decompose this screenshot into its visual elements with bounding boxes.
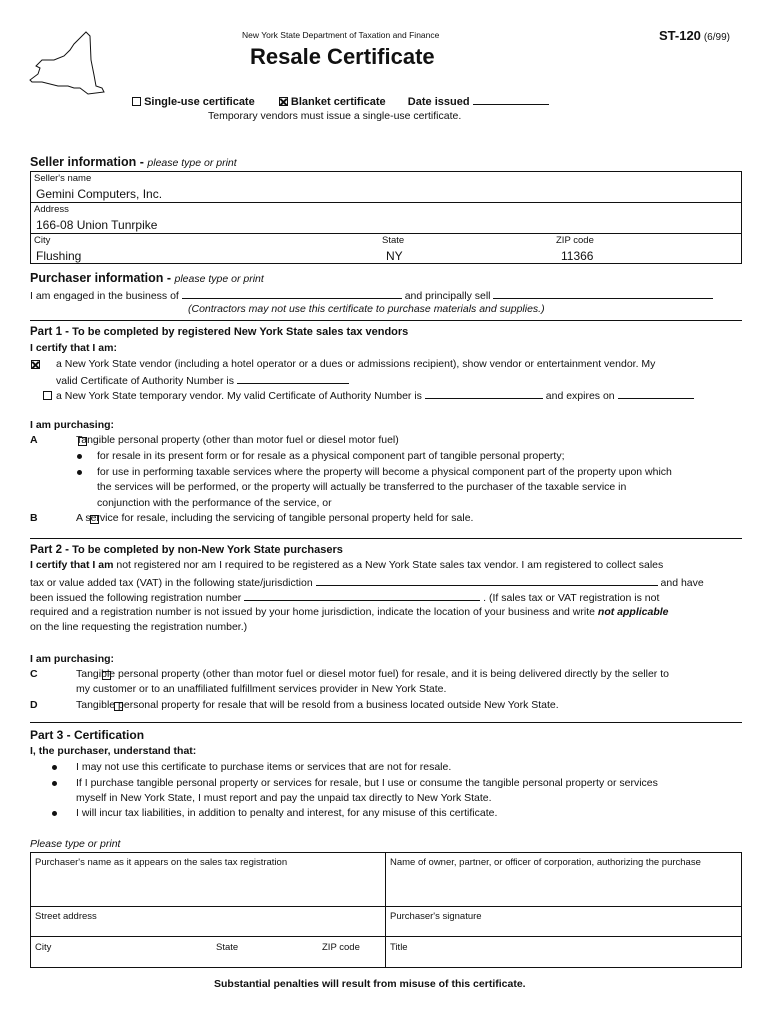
sell-field[interactable] — [493, 288, 713, 299]
temporary-vendor-note: Temporary vendors must issue a single-use certificate. — [208, 110, 462, 122]
part2-line3: been issued the following registration number . (If sales tax or VAT registration is not — [30, 592, 660, 604]
street-address-field[interactable]: Street address — [35, 911, 97, 922]
option-c-letter: C — [30, 668, 38, 680]
date-issued-field[interactable] — [473, 94, 549, 105]
option-c-line2: my customer or to an unaffiliated fulfillment services provider in New York State. — [76, 683, 447, 695]
part3-heading: Part 3 - Certification — [30, 728, 145, 742]
part3-bullet2-line1: If I purchase tangible personal property or services for resale, but I use or consume the tangible personal property or services — [76, 777, 658, 789]
business-field[interactable] — [182, 288, 402, 299]
part1-option1-line1: a New York State vendor (including a hotel operator or a dues or admissions recipient), show vendor or entertainment vendor. My — [56, 358, 656, 370]
option-b-text: A service for resale, including the servicing of tangible personal property held for sale. — [76, 512, 474, 524]
bullet-icon — [52, 765, 57, 770]
certificate-type-row — [132, 94, 549, 108]
option-b-letter: B — [30, 512, 38, 524]
purchaser-name-field[interactable]: Purchaser's name as it appears on the sales tax registration — [35, 857, 288, 868]
seller-zip-label: ZIP code — [556, 235, 594, 246]
option-a-text: Tangible personal property (other than motor fuel or diesel motor fuel) — [76, 434, 399, 446]
part1-option1-checkbox[interactable] — [31, 360, 40, 369]
blanket-checkbox[interactable] — [279, 97, 288, 106]
seller-heading: Seller information - please type or print — [30, 155, 237, 169]
part1-heading: Part 1 - To be completed by registered New York State sales tax vendors — [30, 326, 409, 338]
form-number: ST-120 — [659, 28, 701, 43]
seller-address-label: Address — [34, 204, 69, 215]
please-print-note: Please type or print — [30, 838, 121, 850]
part2-line2: tax or value added tax (VAT) in the following state/jurisdiction and have — [30, 577, 704, 589]
date-issued-label: Date issued — [407, 96, 470, 108]
owner-name-field[interactable]: Name of owner, partner, or officer of corporation, authorizing the purchase — [390, 857, 701, 868]
option-d-letter: D — [30, 699, 38, 711]
part2-line5: on the line requesting the registration number.) — [30, 621, 248, 633]
part1-option2-checkbox[interactable] — [43, 391, 52, 400]
purchaser-state-field[interactable]: State — [216, 942, 239, 953]
seller-state-label: State — [382, 235, 405, 246]
penalty-warning: Substantial penalties will result from misuse of this certificate. — [214, 978, 526, 990]
form-title: Resale Certificate — [250, 44, 435, 69]
purchaser-zip-field[interactable]: ZIP code — [322, 942, 360, 953]
blanket-label: Blanket certificate — [290, 96, 386, 108]
sell-label: and principally sell — [404, 290, 491, 302]
bullet-icon — [52, 811, 57, 816]
purchaser-title-field[interactable]: Title — [390, 942, 408, 953]
business-row — [30, 288, 713, 302]
option-a-bullet1: for resale in its present form or for resale as a physical component part of tangible personal property; — [97, 450, 565, 462]
seller-name-label: Seller's name — [34, 173, 92, 184]
purchaser-signature-field[interactable]: Purchaser's signature — [390, 911, 482, 922]
part1-purchasing: I am purchasing: — [30, 419, 115, 431]
new-york-state-map-icon — [28, 30, 106, 96]
single-use-label: Single-use certificate — [144, 96, 255, 108]
bullet-icon — [52, 781, 57, 786]
purchaser-heading: Purchaser information - please type or print — [30, 271, 264, 285]
option-a-bullet2-line1: for use in performing taxable services where the property will become a physical component part of the property upon which — [97, 466, 672, 478]
seller-city-label: City — [34, 235, 51, 246]
jurisdiction-field[interactable] — [316, 575, 658, 586]
business-label: I am engaged in the business of — [30, 290, 179, 302]
option-a-bullet2-line3: conjunction with the performance of the service, or — [97, 497, 332, 509]
part1-option2-row: a New York State temporary vendor. My valid Certificate of Authority Number is and expires on — [56, 388, 694, 402]
purchaser-city-field[interactable]: City — [35, 942, 52, 953]
seller-address-field[interactable]: 166-08 Union Tunrpike — [36, 218, 158, 232]
contractor-note: (Contractors may not use this certificate to purchase materials and supplies.) — [188, 303, 545, 315]
bullet-icon — [77, 454, 82, 459]
option-c-line1: Tangible personal property (other than motor fuel or diesel motor fuel) for resale, and it is being delivered directly by the seller to — [76, 668, 669, 680]
bullet-icon — [77, 470, 82, 475]
registration-number-field[interactable] — [244, 590, 480, 601]
part2-heading: Part 2 - To be completed by non-New York State purchasers — [30, 544, 343, 556]
department-name: New York State Department of Taxation and Finance — [242, 30, 440, 40]
temporary-authority-number-field[interactable] — [425, 388, 543, 399]
part1-option1-line2-row: valid Certificate of Authority Number is — [56, 373, 349, 387]
part2-line4: required and a registration number is not issued by your home jurisdiction, indicate the location of your business and write not applicable — [30, 606, 669, 618]
part3-bullet3: I will incur tax liabilities, in addition to penalty and interest, for any misuse of this certificate. — [76, 807, 498, 819]
seller-state-field[interactable]: NY — [386, 249, 403, 263]
expires-on-field[interactable] — [618, 388, 694, 399]
part3-bullet2-line2: myself in New York State, I must report and pay the unpaid tax directly to New York State. — [76, 792, 492, 804]
seller-zip-field[interactable]: 11366 — [561, 249, 594, 263]
option-a-letter: A — [30, 434, 38, 446]
part2-purchasing: I am purchasing: — [30, 653, 115, 665]
single-use-checkbox[interactable] — [132, 97, 141, 106]
form-date: (6/99) — [703, 32, 730, 43]
option-a-bullet2-line2: the services will be performed, or the property will actually be transferred to the purchaser of the taxable service in — [97, 481, 627, 493]
seller-name-field[interactable]: Gemini Computers, Inc. — [36, 187, 163, 201]
form-number-block — [659, 28, 730, 43]
part3-understand: I, the purchaser, understand that: — [30, 745, 197, 757]
seller-city-field[interactable]: Flushing — [36, 249, 82, 263]
part2-line1: I certify that I am not registered nor am I required to be registered as a New York State sales tax vendor. I am registered to collect sales — [30, 559, 664, 571]
signature-block — [30, 852, 742, 968]
part3-bullet1: I may not use this certificate to purchase items or services that are not for resale. — [76, 761, 452, 773]
option-d-text: Tangible personal property for resale that will be resold from a business located outside New York State. — [76, 699, 559, 711]
part1-certify: I certify that I am: — [30, 342, 117, 354]
certificate-authority-number-field[interactable] — [237, 373, 349, 384]
